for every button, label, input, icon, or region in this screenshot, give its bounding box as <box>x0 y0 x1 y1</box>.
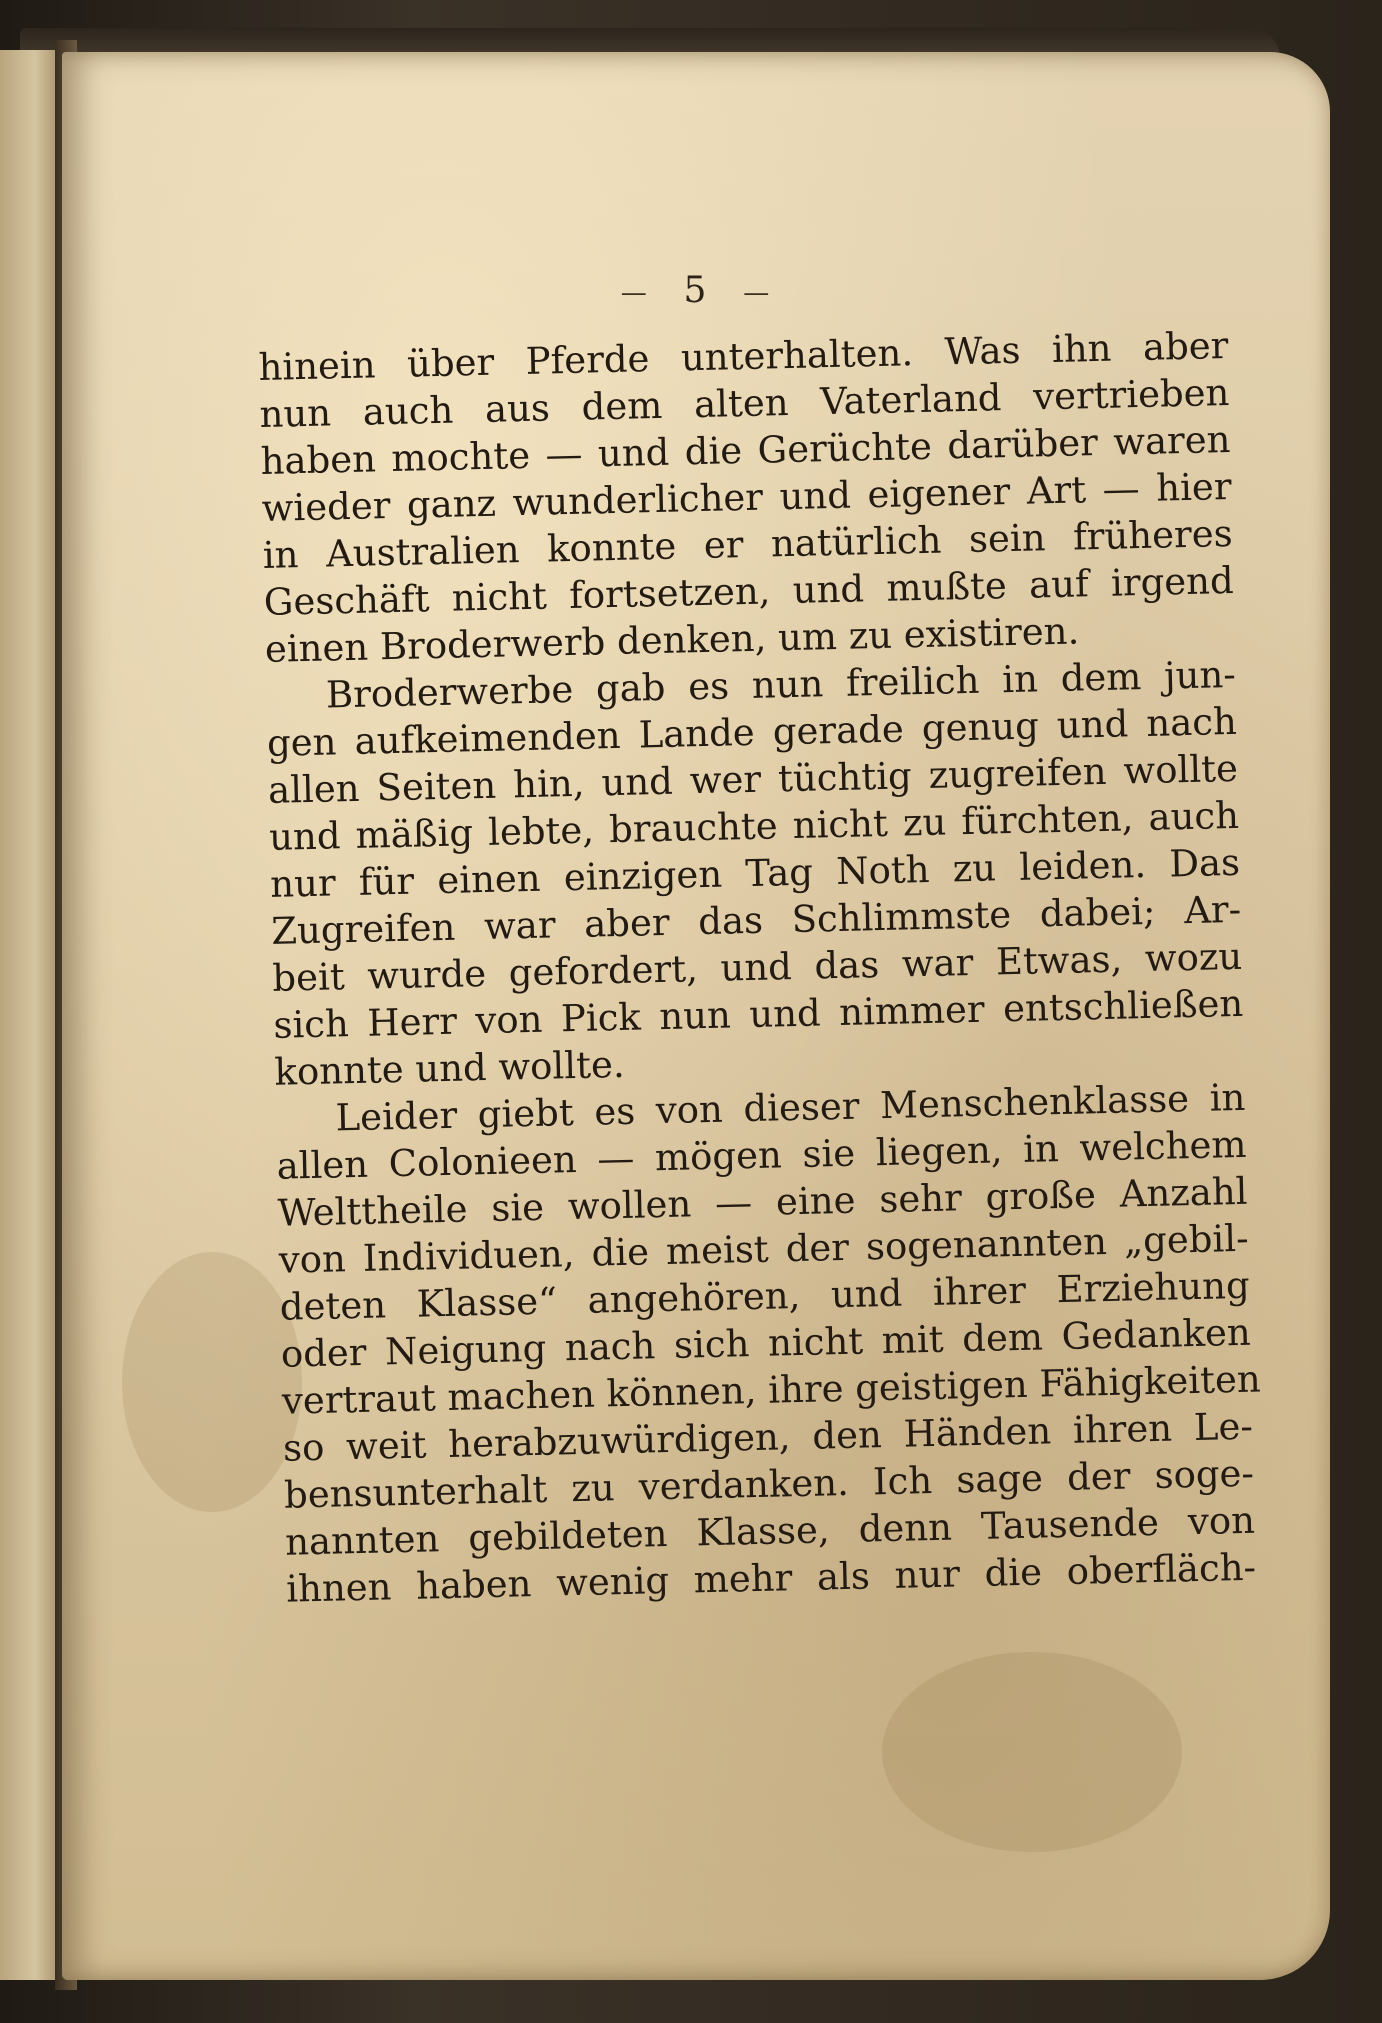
page-header <box>62 270 1330 311</box>
text-line: konnte und wollte. <box>274 1042 626 1094</box>
text-line: nur für einen einzigen Tag Noth zu leiden. Das <box>269 840 1241 906</box>
text-line: Leider giebt es von dieser Menschenklasse in <box>335 1075 1246 1140</box>
text-line: allen Seiten hin, und wer tüchtig zugreifen wollte <box>267 746 1239 812</box>
text-line: wieder ganz wunderlicher und eigener Art — hier <box>261 464 1232 530</box>
text-line: Geschäft nicht fortsetzen, und mußte auf irgend <box>263 558 1235 624</box>
body-text <box>258 322 1262 1613</box>
text-line: ihnen haben wenig mehr als nur die oberfläch- <box>285 1545 1257 1611</box>
text-line: hinein über Pferde unterhalten. Was ihn aber <box>258 323 1229 389</box>
header-ornament-right: — <box>743 278 772 308</box>
text-line: so weit herabzuwürdigen, den Händen ihren Le- <box>282 1404 1254 1470</box>
text-line: deten Klasse“ angehören, und ihrer Erziehung <box>279 1263 1251 1329</box>
text-line: von Individuen, die meist der sogenannten „gebil- <box>278 1216 1250 1282</box>
text-line: einen Broderwerb denken, um zu existiren. <box>264 609 1080 671</box>
text-line: Welttheile sie wollen — eine sehr große Anzahl <box>277 1169 1248 1235</box>
text-line: allen Colonieen — mögen sie liegen, in welchem <box>276 1122 1247 1188</box>
text-line: nun auch aus dem alten Vaterland vertrieben <box>259 370 1230 436</box>
text-line: gen aufkeimenden Lande gerade genug und nach <box>266 699 1238 765</box>
text-line: sich Herr von Pick nun und nimmer entschließen <box>272 981 1244 1047</box>
page-number: 5 <box>683 270 709 311</box>
book-page <box>62 52 1330 1980</box>
page-stain <box>882 1652 1182 1852</box>
text-line: Broderwerbe gab es nun freilich in dem jun- <box>325 652 1237 717</box>
text-line: nannten gebildeten Klasse, denn Tausende von <box>284 1498 1256 1564</box>
text-line: in Australien konnte er natürlich sein früheres <box>262 511 1234 577</box>
text-line: und mäßig lebte, brauchte nicht zu fürchten, auch <box>268 793 1240 859</box>
text-line: haben mochte — und die Gerüchte darüber waren <box>260 417 1231 483</box>
text-line: beit wurde gefordert, und das war Etwas, wozu <box>271 934 1243 1000</box>
text-line: oder Neigung nach sich nicht mit dem Gedanken <box>280 1310 1252 1376</box>
facing-page-edge <box>0 50 61 1980</box>
text-line: Zugreifen war aber das Schlimmste dabei; Ar- <box>270 887 1242 953</box>
page-stain <box>122 1252 302 1512</box>
text-line: vertraut machen können, ihre geistigen Fähigkeiten <box>281 1357 1262 1423</box>
header-ornament-left: — <box>620 278 649 308</box>
text-line: bensunterhalt zu verdanken. Ich sage der soge- <box>283 1451 1255 1517</box>
